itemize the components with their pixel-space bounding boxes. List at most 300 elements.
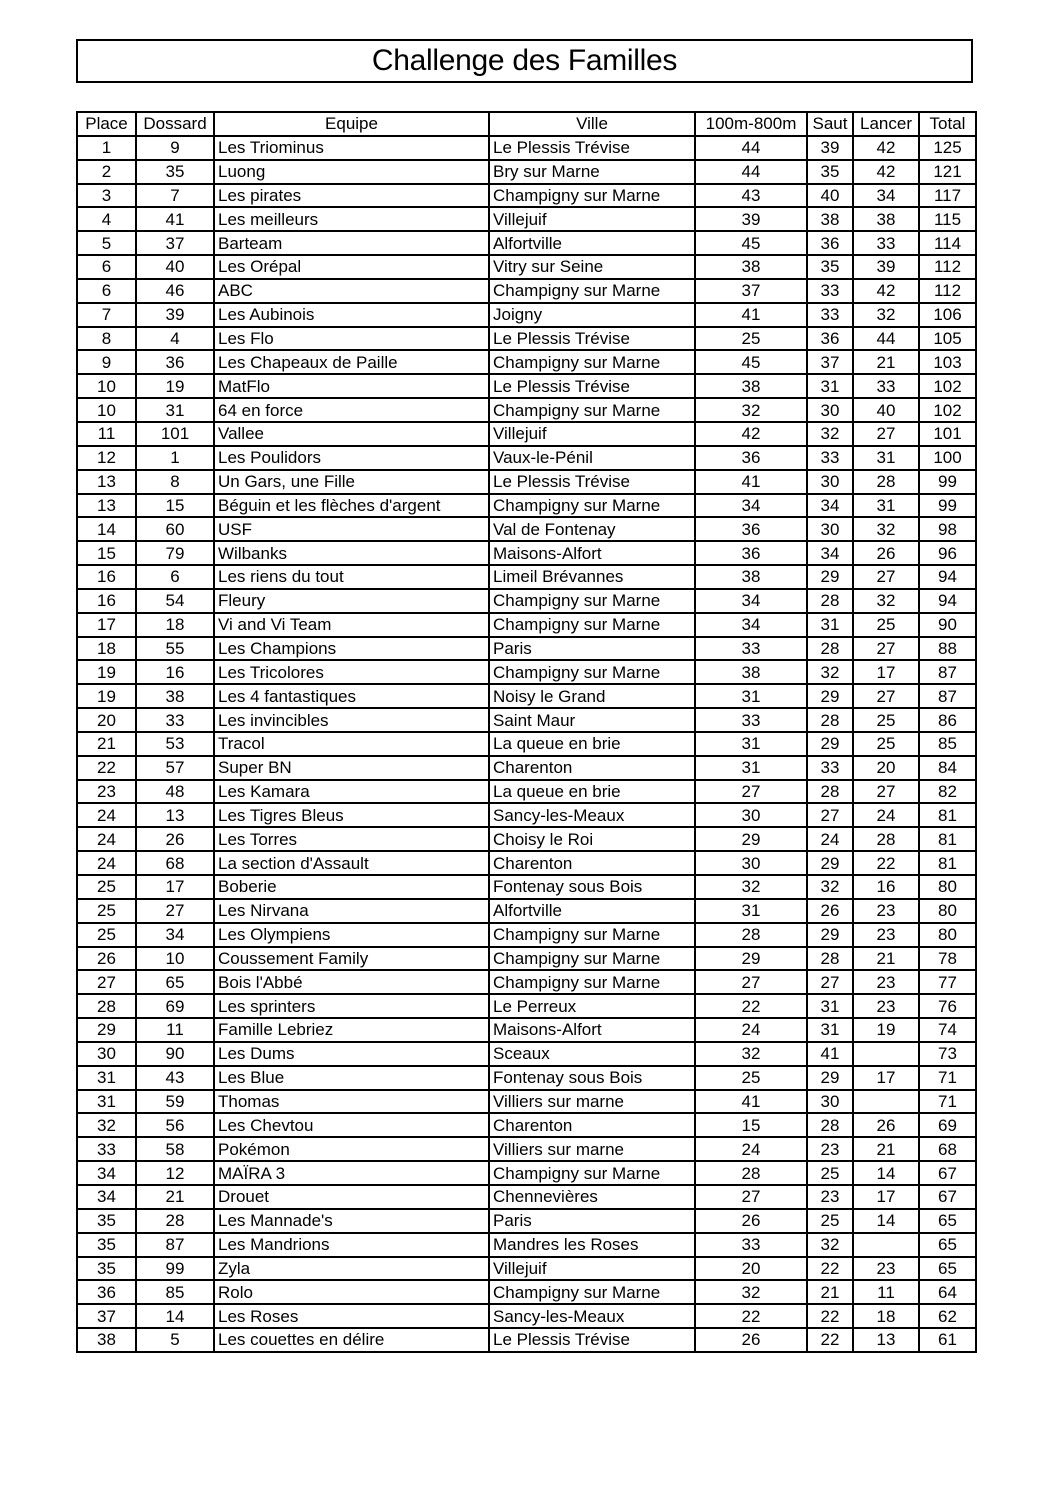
- lancer-cell: 28: [853, 470, 919, 494]
- dossard-cell: 34: [136, 923, 214, 947]
- total-cell: 68: [919, 1137, 976, 1161]
- table-body: [77, 136, 976, 1352]
- table-row: [77, 923, 976, 947]
- equipe-cell: Béguin et les flèches d'argent: [214, 494, 489, 518]
- ville-cell: Fontenay sous Bois: [489, 875, 695, 899]
- place-cell: 31: [77, 1066, 136, 1090]
- place-cell: 34: [77, 1185, 136, 1209]
- ville-cell: Champigny sur Marne: [489, 923, 695, 947]
- total-cell: 102: [919, 374, 976, 398]
- table-row: [77, 994, 976, 1018]
- total-cell: 71: [919, 1066, 976, 1090]
- place-cell: 32: [77, 1113, 136, 1137]
- place-cell: 37: [77, 1304, 136, 1328]
- ville-cell: Alfortville: [489, 231, 695, 255]
- table-row: [77, 1113, 976, 1137]
- dossard-cell: 69: [136, 994, 214, 1018]
- place-cell: 26: [77, 947, 136, 971]
- equipe-cell: ABC: [214, 279, 489, 303]
- table-row: [77, 1209, 976, 1233]
- course-cell: 32: [695, 1280, 807, 1304]
- ville-cell: Champigny sur Marne: [489, 970, 695, 994]
- lancer-cell: 31: [853, 446, 919, 470]
- place-cell: 6: [77, 255, 136, 279]
- equipe-cell: Les Blue: [214, 1066, 489, 1090]
- dossard-cell: 31: [136, 398, 214, 422]
- total-cell: 96: [919, 541, 976, 565]
- total-cell: 112: [919, 279, 976, 303]
- lancer-cell: 40: [853, 398, 919, 422]
- course-cell: 22: [695, 1304, 807, 1328]
- total-cell: 100: [919, 446, 976, 470]
- dossard-cell: 54: [136, 589, 214, 613]
- total-cell: 80: [919, 923, 976, 947]
- table-row: [77, 827, 976, 851]
- saut-cell: 29: [807, 565, 853, 589]
- lancer-cell: 20: [853, 756, 919, 780]
- saut-cell: 33: [807, 303, 853, 327]
- place-cell: 25: [77, 875, 136, 899]
- equipe-cell: Les couettes en délire: [214, 1328, 489, 1352]
- saut-cell: 35: [807, 255, 853, 279]
- total-cell: 64: [919, 1280, 976, 1304]
- ville-cell: Champigny sur Marne: [489, 398, 695, 422]
- saut-cell: 23: [807, 1185, 853, 1209]
- equipe-cell: Famille Lebriez: [214, 1018, 489, 1042]
- ville-cell: Chennevières: [489, 1185, 695, 1209]
- total-cell: 105: [919, 327, 976, 351]
- saut-cell: 34: [807, 541, 853, 565]
- header-row: [77, 112, 976, 136]
- total-cell: 85: [919, 732, 976, 756]
- course-cell: 28: [695, 1161, 807, 1185]
- table-row: [77, 899, 976, 923]
- ville-cell: Charenton: [489, 1113, 695, 1137]
- equipe-cell: Fleury: [214, 589, 489, 613]
- dossard-cell: 9: [136, 136, 214, 160]
- ville-cell: Champigny sur Marne: [489, 350, 695, 374]
- total-cell: 71: [919, 1090, 976, 1114]
- dossard-cell: 46: [136, 279, 214, 303]
- course-cell: 41: [695, 1090, 807, 1114]
- lancer-cell: 34: [853, 184, 919, 208]
- saut-cell: 39: [807, 136, 853, 160]
- dossard-cell: 35: [136, 160, 214, 184]
- ville-cell: Villiers sur marne: [489, 1090, 695, 1114]
- place-cell: 1: [77, 136, 136, 160]
- lancer-cell: 19: [853, 1018, 919, 1042]
- lancer-cell: 18: [853, 1304, 919, 1328]
- lancer-cell: 14: [853, 1161, 919, 1185]
- saut-cell: 36: [807, 231, 853, 255]
- ville-cell: Charenton: [489, 851, 695, 875]
- equipe-cell: Les Mandrions: [214, 1233, 489, 1257]
- lancer-cell: 42: [853, 279, 919, 303]
- ville-cell: La queue en brie: [489, 732, 695, 756]
- ville-cell: Alfortville: [489, 899, 695, 923]
- ville-cell: Champigny sur Marne: [489, 279, 695, 303]
- dossard-cell: 7: [136, 184, 214, 208]
- place-cell: 38: [77, 1328, 136, 1352]
- course-cell: 32: [695, 1042, 807, 1066]
- course-cell: 42: [695, 422, 807, 446]
- total-cell: 112: [919, 255, 976, 279]
- saut-cell: 25: [807, 1209, 853, 1233]
- dossard-cell: 33: [136, 708, 214, 732]
- lancer-cell: 26: [853, 541, 919, 565]
- saut-cell: 30: [807, 398, 853, 422]
- course-cell: 41: [695, 303, 807, 327]
- place-cell: 22: [77, 756, 136, 780]
- dossard-cell: 53: [136, 732, 214, 756]
- total-cell: 65: [919, 1209, 976, 1233]
- dossard-cell: 58: [136, 1137, 214, 1161]
- place-cell: 29: [77, 1018, 136, 1042]
- saut-cell: 31: [807, 374, 853, 398]
- ville-cell: Charenton: [489, 756, 695, 780]
- table-row: [77, 780, 976, 804]
- lancer-cell: [853, 1042, 919, 1066]
- total-cell: 67: [919, 1161, 976, 1185]
- dossard-cell: 15: [136, 494, 214, 518]
- place-cell: 23: [77, 780, 136, 804]
- header-100m-800m: 100m-800m: [695, 112, 807, 136]
- ville-cell: Villejuif: [489, 1257, 695, 1281]
- equipe-cell: Les Tigres Bleus: [214, 803, 489, 827]
- course-cell: 31: [695, 899, 807, 923]
- saut-cell: 32: [807, 422, 853, 446]
- saut-cell: 29: [807, 732, 853, 756]
- total-cell: 74: [919, 1018, 976, 1042]
- saut-cell: 31: [807, 1018, 853, 1042]
- table-row: [77, 1328, 976, 1352]
- ville-cell: Limeil Brévannes: [489, 565, 695, 589]
- equipe-cell: Vi and Vi Team: [214, 613, 489, 637]
- ville-cell: Bry sur Marne: [489, 160, 695, 184]
- dossard-cell: 1: [136, 446, 214, 470]
- dossard-cell: 39: [136, 303, 214, 327]
- equipe-cell: Les Chapeaux de Paille: [214, 350, 489, 374]
- ville-cell: Le Perreux: [489, 994, 695, 1018]
- ville-cell: Le Plessis Trévise: [489, 470, 695, 494]
- saut-cell: 24: [807, 827, 853, 851]
- table-row: [77, 422, 976, 446]
- lancer-cell: 32: [853, 589, 919, 613]
- table-row: [77, 684, 976, 708]
- equipe-cell: USF: [214, 517, 489, 541]
- equipe-cell: Luong: [214, 160, 489, 184]
- equipe-cell: Les Orépal: [214, 255, 489, 279]
- dossard-cell: 14: [136, 1304, 214, 1328]
- dossard-cell: 10: [136, 947, 214, 971]
- equipe-cell: Les Olympiens: [214, 923, 489, 947]
- saut-cell: 33: [807, 279, 853, 303]
- dossard-cell: 40: [136, 255, 214, 279]
- equipe-cell: Boberie: [214, 875, 489, 899]
- table-row: [77, 1233, 976, 1257]
- equipe-cell: Les Roses: [214, 1304, 489, 1328]
- place-cell: 33: [77, 1137, 136, 1161]
- equipe-cell: Drouet: [214, 1185, 489, 1209]
- equipe-cell: Barteam: [214, 231, 489, 255]
- total-cell: 80: [919, 875, 976, 899]
- ville-cell: Vaux-le-Pénil: [489, 446, 695, 470]
- place-cell: 36: [77, 1280, 136, 1304]
- table-row: [77, 494, 976, 518]
- lancer-cell: 17: [853, 1066, 919, 1090]
- dossard-cell: 79: [136, 541, 214, 565]
- ville-cell: Villejuif: [489, 422, 695, 446]
- place-cell: 21: [77, 732, 136, 756]
- equipe-cell: Les Chevtou: [214, 1113, 489, 1137]
- equipe-cell: Bois l'Abbé: [214, 970, 489, 994]
- course-cell: 29: [695, 827, 807, 851]
- course-cell: 38: [695, 255, 807, 279]
- place-cell: 24: [77, 803, 136, 827]
- lancer-cell: 32: [853, 517, 919, 541]
- total-cell: 86: [919, 708, 976, 732]
- table-row: [77, 350, 976, 374]
- table-row: [77, 1280, 976, 1304]
- lancer-cell: 31: [853, 494, 919, 518]
- total-cell: 114: [919, 231, 976, 255]
- dossard-cell: 60: [136, 517, 214, 541]
- header-lancer: Lancer: [853, 112, 919, 136]
- course-cell: 15: [695, 1113, 807, 1137]
- table-row: [77, 517, 976, 541]
- lancer-cell: 33: [853, 231, 919, 255]
- total-cell: 102: [919, 398, 976, 422]
- course-cell: 34: [695, 613, 807, 637]
- place-cell: 2: [77, 160, 136, 184]
- total-cell: 82: [919, 780, 976, 804]
- total-cell: 81: [919, 851, 976, 875]
- course-cell: 25: [695, 1066, 807, 1090]
- ville-cell: Joigny: [489, 303, 695, 327]
- saut-cell: 22: [807, 1304, 853, 1328]
- lancer-cell: 25: [853, 732, 919, 756]
- lancer-cell: [853, 1233, 919, 1257]
- equipe-cell: Tracol: [214, 732, 489, 756]
- ville-cell: Mandres les Roses: [489, 1233, 695, 1257]
- saut-cell: 30: [807, 517, 853, 541]
- table-row: [77, 303, 976, 327]
- lancer-cell: 28: [853, 827, 919, 851]
- course-cell: 27: [695, 970, 807, 994]
- course-cell: 31: [695, 684, 807, 708]
- total-cell: 115: [919, 207, 976, 231]
- total-cell: 65: [919, 1257, 976, 1281]
- table-row: [77, 1042, 976, 1066]
- equipe-cell: Thomas: [214, 1090, 489, 1114]
- saut-cell: 33: [807, 756, 853, 780]
- saut-cell: 32: [807, 660, 853, 684]
- place-cell: 25: [77, 923, 136, 947]
- total-cell: 106: [919, 303, 976, 327]
- saut-cell: 28: [807, 637, 853, 661]
- course-cell: 36: [695, 446, 807, 470]
- dossard-cell: 4: [136, 327, 214, 351]
- table-row: [77, 1137, 976, 1161]
- total-cell: 73: [919, 1042, 976, 1066]
- lancer-cell: 42: [853, 160, 919, 184]
- table-row: [77, 1185, 976, 1209]
- ville-cell: Champigny sur Marne: [489, 613, 695, 637]
- total-cell: 99: [919, 494, 976, 518]
- course-cell: 32: [695, 398, 807, 422]
- course-cell: 31: [695, 756, 807, 780]
- place-cell: 25: [77, 899, 136, 923]
- ville-cell: Le Plessis Trévise: [489, 1328, 695, 1352]
- lancer-cell: 27: [853, 565, 919, 589]
- ville-cell: Sceaux: [489, 1042, 695, 1066]
- lancer-cell: 27: [853, 422, 919, 446]
- table-row: [77, 1304, 976, 1328]
- saut-cell: 40: [807, 184, 853, 208]
- place-cell: 8: [77, 327, 136, 351]
- saut-cell: 29: [807, 923, 853, 947]
- results-table: [76, 111, 977, 1353]
- ville-cell: Le Plessis Trévise: [489, 136, 695, 160]
- equipe-cell: 64 en force: [214, 398, 489, 422]
- saut-cell: 34: [807, 494, 853, 518]
- ville-cell: Champigny sur Marne: [489, 494, 695, 518]
- dossard-cell: 28: [136, 1209, 214, 1233]
- total-cell: 80: [919, 899, 976, 923]
- table-row: [77, 851, 976, 875]
- saut-cell: 28: [807, 589, 853, 613]
- total-cell: 88: [919, 637, 976, 661]
- dossard-cell: 57: [136, 756, 214, 780]
- course-cell: 39: [695, 207, 807, 231]
- lancer-cell: 17: [853, 660, 919, 684]
- dossard-cell: 59: [136, 1090, 214, 1114]
- lancer-cell: 25: [853, 613, 919, 637]
- saut-cell: 28: [807, 1113, 853, 1137]
- place-cell: 30: [77, 1042, 136, 1066]
- lancer-cell: 14: [853, 1209, 919, 1233]
- header-dossard: Dossard: [136, 112, 214, 136]
- dossard-cell: 27: [136, 899, 214, 923]
- place-cell: 3: [77, 184, 136, 208]
- dossard-cell: 68: [136, 851, 214, 875]
- place-cell: 18: [77, 637, 136, 661]
- course-cell: 26: [695, 1209, 807, 1233]
- lancer-cell: 23: [853, 970, 919, 994]
- saut-cell: 27: [807, 803, 853, 827]
- saut-cell: 32: [807, 1233, 853, 1257]
- total-cell: 90: [919, 613, 976, 637]
- saut-cell: 29: [807, 851, 853, 875]
- equipe-cell: Les Kamara: [214, 780, 489, 804]
- total-cell: 78: [919, 947, 976, 971]
- lancer-cell: 42: [853, 136, 919, 160]
- table-row: [77, 970, 976, 994]
- table-row: [77, 136, 976, 160]
- dossard-cell: 16: [136, 660, 214, 684]
- course-cell: 34: [695, 589, 807, 613]
- table-row: [77, 231, 976, 255]
- course-cell: 44: [695, 136, 807, 160]
- course-cell: 44: [695, 160, 807, 184]
- dossard-cell: 90: [136, 1042, 214, 1066]
- total-cell: 81: [919, 827, 976, 851]
- saut-cell: 28: [807, 708, 853, 732]
- place-cell: 6: [77, 279, 136, 303]
- place-cell: 24: [77, 827, 136, 851]
- course-cell: 22: [695, 994, 807, 1018]
- dossard-cell: 85: [136, 1280, 214, 1304]
- lancer-cell: 17: [853, 1185, 919, 1209]
- course-cell: 24: [695, 1137, 807, 1161]
- table-row: [77, 756, 976, 780]
- total-cell: 99: [919, 470, 976, 494]
- lancer-cell: 11: [853, 1280, 919, 1304]
- lancer-cell: 13: [853, 1328, 919, 1352]
- course-cell: 33: [695, 637, 807, 661]
- table-row: [77, 541, 976, 565]
- course-cell: 38: [695, 374, 807, 398]
- header-equipe: Equipe: [214, 112, 489, 136]
- place-cell: 31: [77, 1090, 136, 1114]
- table-row: [77, 398, 976, 422]
- place-cell: 4: [77, 207, 136, 231]
- ville-cell: Villejuif: [489, 207, 695, 231]
- course-cell: 28: [695, 923, 807, 947]
- lancer-cell: 23: [853, 994, 919, 1018]
- course-cell: 26: [695, 1328, 807, 1352]
- saut-cell: 26: [807, 899, 853, 923]
- course-cell: 27: [695, 1185, 807, 1209]
- lancer-cell: 23: [853, 899, 919, 923]
- header-ville: Ville: [489, 112, 695, 136]
- equipe-cell: MAÏRA 3: [214, 1161, 489, 1185]
- dossard-cell: 21: [136, 1185, 214, 1209]
- lancer-cell: 44: [853, 327, 919, 351]
- saut-cell: 27: [807, 970, 853, 994]
- place-cell: 13: [77, 470, 136, 494]
- equipe-cell: Les 4 fantastiques: [214, 684, 489, 708]
- dossard-cell: 18: [136, 613, 214, 637]
- page-title: Challenge des Familles: [371, 44, 678, 77]
- place-cell: 28: [77, 994, 136, 1018]
- ville-cell: Sancy-les-Meaux: [489, 1304, 695, 1328]
- dossard-cell: 8: [136, 470, 214, 494]
- ville-cell: Le Plessis Trévise: [489, 327, 695, 351]
- ville-cell: Val de Fontenay: [489, 517, 695, 541]
- table-row: [77, 1257, 976, 1281]
- saut-cell: 21: [807, 1280, 853, 1304]
- total-cell: 94: [919, 565, 976, 589]
- equipe-cell: Vallee: [214, 422, 489, 446]
- header-saut: Saut: [807, 112, 853, 136]
- ville-cell: La queue en brie: [489, 780, 695, 804]
- place-cell: 7: [77, 303, 136, 327]
- place-cell: 12: [77, 446, 136, 470]
- ville-cell: Villiers sur marne: [489, 1137, 695, 1161]
- total-cell: 87: [919, 660, 976, 684]
- course-cell: 33: [695, 1233, 807, 1257]
- course-cell: 30: [695, 851, 807, 875]
- equipe-cell: Les riens du tout: [214, 565, 489, 589]
- saut-cell: 37: [807, 350, 853, 374]
- equipe-cell: Coussement Family: [214, 947, 489, 971]
- ville-cell: Maisons-Alfort: [489, 541, 695, 565]
- dossard-cell: 17: [136, 875, 214, 899]
- lancer-cell: 32: [853, 303, 919, 327]
- ville-cell: Champigny sur Marne: [489, 1280, 695, 1304]
- equipe-cell: Les Poulidors: [214, 446, 489, 470]
